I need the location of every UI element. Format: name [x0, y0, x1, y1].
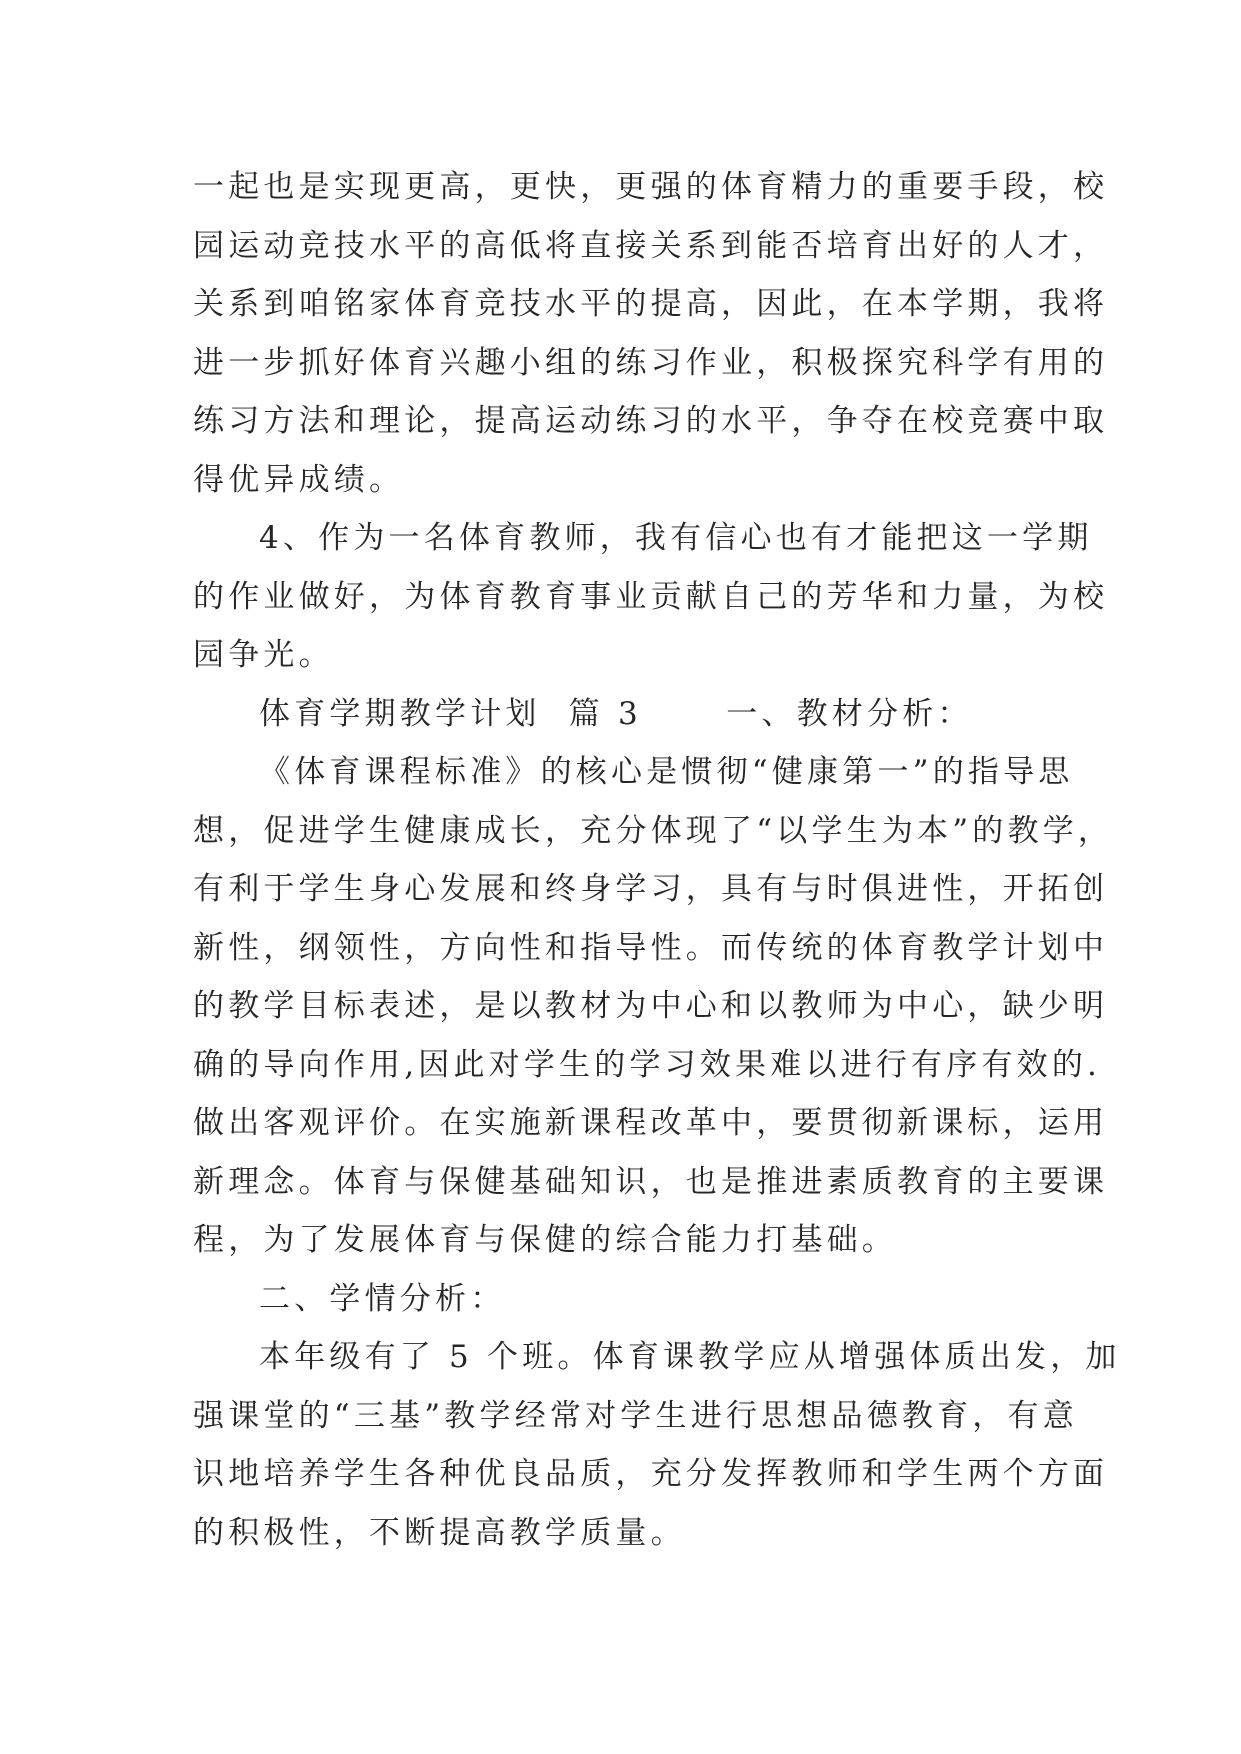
text-line: 关系到咱铭家体育竞技水平的提高，因此，在本学期，我将: [193, 286, 1109, 322]
text-line: 得优异成绩。: [193, 461, 405, 498]
text-line: 4、作为一名体育教师，我有信心也有才能把这一学期: [259, 520, 1093, 556]
text-line: 一起也是实现更高，更快，更强的体育精力的重要手段，校: [193, 169, 1109, 205]
text-line: 的作业做好，为体育教育事业贡献自己的芳华和力量，为校: [193, 578, 1109, 615]
text-line: 园争光。: [193, 637, 334, 673]
text-line: 《体育课程标准》的核心是惯彻“健康第一”的指导思: [259, 754, 1074, 790]
text-line: 程，为了发展体育与保健的综合能力打基础。: [193, 1222, 897, 1258]
text-line: 二、学情分析：: [259, 1280, 506, 1317]
text-line: 识地培养学生各种优良品质，充分发挥教师和学生两个方面: [193, 1456, 1109, 1492]
text-line: 的教学目标表述，是以教材为中心和以教师为中心，缺少明: [193, 988, 1109, 1024]
text-line: 练习方法和理论，提高运动练习的水平，争夺在校竞赛中取: [193, 403, 1109, 439]
text-line: 新理念。体育与保健基础知识，也是推进素质教育的主要课: [193, 1163, 1109, 1200]
text-line: 体育学期教学计划 篇 3 一、教材分析：: [259, 695, 973, 732]
text-line: 园运动竞技水平的高低将直接关系到能否培育出好的人才，: [193, 227, 1109, 264]
text-line: 有利于学生身心发展和终身学习，具有与时俱进性，开拓创: [193, 871, 1109, 907]
text-line: 做出客观评价。在实施新课程改革中，要贯彻新课标，运用: [193, 1105, 1109, 1141]
text-line: 确的导向作用,因此对学生的学习效果难以进行有序有效的.: [193, 1046, 1102, 1083]
text-line: 新性，纲领性，方向性和指导性。而传统的体育教学计划中: [193, 929, 1109, 966]
text-line: 强课堂的“三基”教学经常对学生进行思想品德教育，有意: [193, 1397, 1078, 1434]
text-line: 本年级有了 5 个班。体育课教学应从增强体质出发，加: [259, 1339, 1121, 1375]
text-line: 的积极性，不断提高教学质量。: [193, 1514, 686, 1551]
document-body: [193, 158, 1121, 1562]
text-line: 想，促进学生健康成长，充分体现了“以学生为本”的教学，: [193, 812, 1114, 849]
text-line: 进一步抓好体育兴趣小组的练习作业，积极探究科学有用的: [193, 344, 1109, 381]
